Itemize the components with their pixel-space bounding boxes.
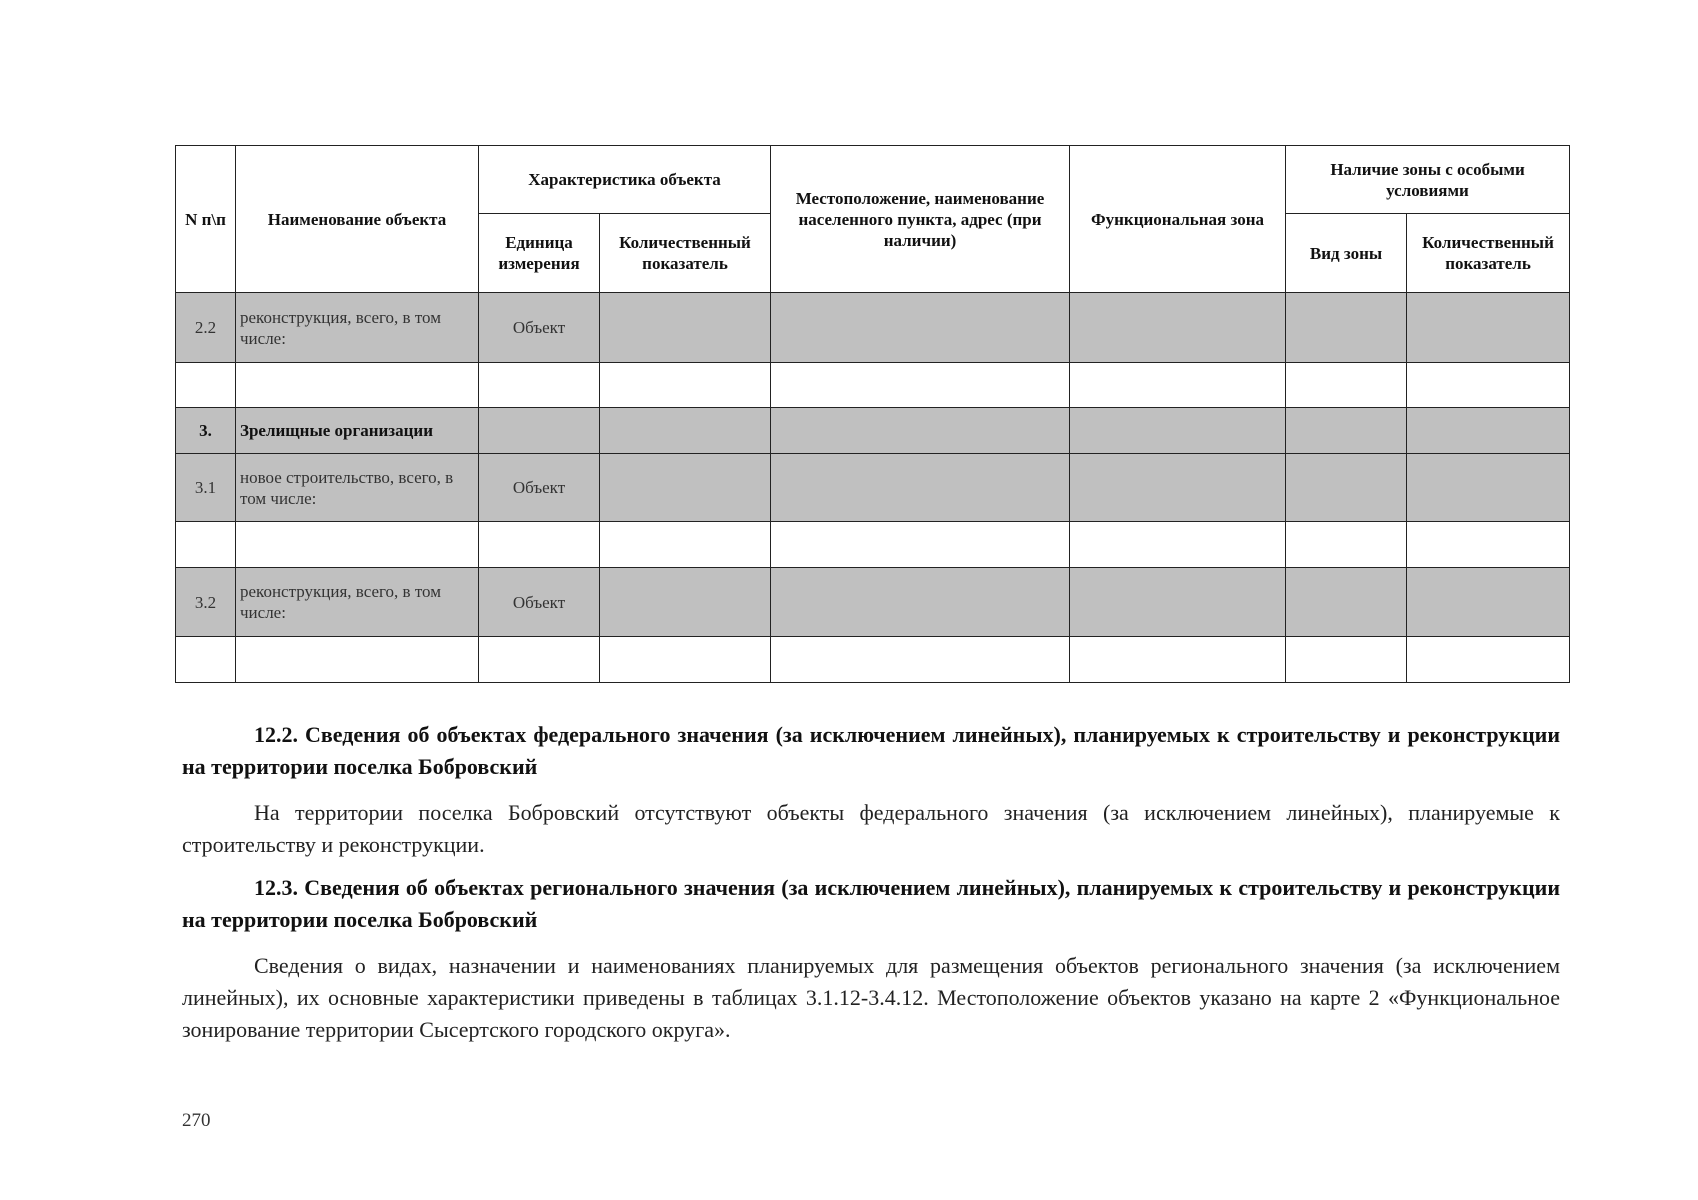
table-row	[176, 293, 1570, 363]
row-unit: Объект	[479, 454, 600, 522]
objects-table	[175, 145, 1570, 683]
header-zone: Функциональная зона	[1070, 146, 1286, 293]
row-name: новое строительство, всего, в том числе:	[236, 454, 479, 522]
page-number: 270	[182, 1110, 211, 1131]
table-row	[176, 568, 1570, 637]
row-num	[176, 363, 236, 408]
section-heading-12-2: 12.2. Сведения об объектах федерального значения (за исключением линейных), планируемых к строительству и реконструкции на территории поселка Бобровский	[182, 722, 1560, 779]
section-body-12-3: Сведения о видах, назначении и наименованиях планируемых для размещения объектов регионального значения (за исключением линейных), их основные характеристики приведены в таблицах 3.1.12-3.4.12. Местоположение объектов указано на карте 2 «Функциональное зонирование территории Сысертского городского округа».	[182, 953, 1560, 1042]
row-unit	[479, 522, 600, 568]
row-unit	[479, 408, 600, 454]
row-name	[236, 637, 479, 683]
header-zone-type: Вид зоны	[1286, 214, 1407, 293]
table-row	[176, 637, 1570, 683]
row-unit	[479, 637, 600, 683]
header-name: Наименование объекта	[236, 146, 479, 293]
row-quantity	[600, 293, 771, 363]
row-num: 3.2	[176, 568, 236, 637]
section-body-12-2: На территории поселка Бобровский отсутствуют объекты федерального значения (за исключением линейных), планируемые к строительству и реконструкции.	[182, 800, 1560, 857]
table-row	[176, 363, 1570, 408]
row-unit	[479, 363, 600, 408]
row-num: 3.1	[176, 454, 236, 522]
header-unit: Единица измерения	[479, 214, 600, 293]
row-name: Зрелищные организации	[236, 408, 479, 454]
header-characteristic: Характеристика объекта	[479, 146, 771, 214]
header-num: N п\п	[176, 146, 236, 293]
row-name: реконструкция, всего, в том числе:	[236, 568, 479, 637]
table-row	[176, 408, 1570, 454]
table-row	[176, 522, 1570, 568]
row-zone-quantity	[1407, 293, 1570, 363]
header-special-zone: Наличие зоны с особыми условиями	[1286, 146, 1570, 214]
row-name	[236, 522, 479, 568]
row-unit: Объект	[479, 568, 600, 637]
row-num	[176, 637, 236, 683]
table-row	[176, 454, 1570, 522]
section-heading-12-3: 12.3. Сведения об объектах регионального значения (за исключением линейных), планируемых к строительству и реконструкции на территории поселка Бобровский	[182, 875, 1560, 932]
row-name	[236, 363, 479, 408]
row-num	[176, 522, 236, 568]
header-quantity: Количественный показатель	[600, 214, 771, 293]
row-unit: Объект	[479, 293, 600, 363]
header-zone-quantity: Количественный показатель	[1407, 214, 1570, 293]
header-location: Местоположение, наименование населенного пункта, адрес (при наличии)	[771, 146, 1070, 293]
row-location	[771, 293, 1070, 363]
row-num: 2.2	[176, 293, 236, 363]
row-name: реконструкция, всего, в том числе:	[236, 293, 479, 363]
row-zone-type	[1286, 293, 1407, 363]
row-num: 3.	[176, 408, 236, 454]
row-zone	[1070, 293, 1286, 363]
